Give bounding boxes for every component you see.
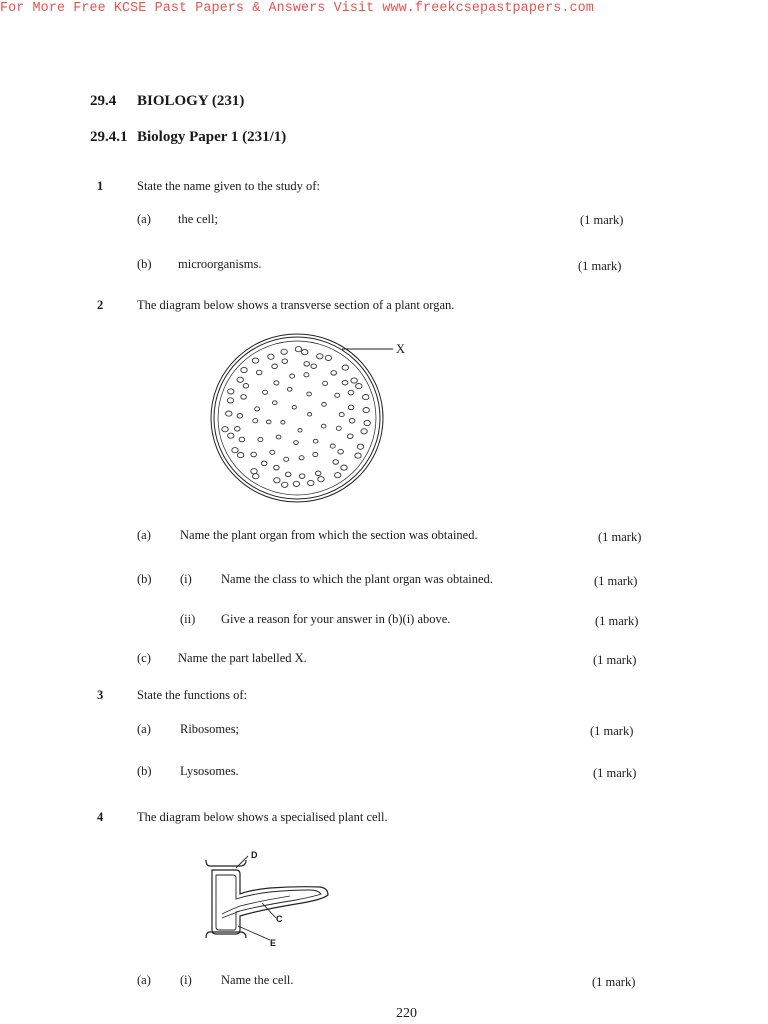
question-3a-marks: (1 mark) [590,724,634,738]
question-2c-text: Name the part labelled X. [178,651,307,665]
vascular-bundle [255,407,260,411]
epidermis-outer-line [211,334,383,502]
vascular-bundle [274,478,280,483]
vascular-bundle [333,460,339,465]
vascular-bundle [338,449,344,454]
question-3a-label: (a) [137,722,151,736]
diagram-label-x: X [396,342,406,356]
question-2b-i-text: Name the class to which the plant organ was obtained. [221,572,493,586]
question-2b-i-label: (i) [180,572,192,586]
vascular-bundle [272,364,278,369]
question-4a-i-label: (i) [180,973,192,987]
vascular-bundle [252,358,258,363]
question-1-number: 1 [97,179,104,193]
vascular-bundle [299,456,304,460]
source-banner: For More Free KCSE Past Papers & Answers Visit www.freekcsepastpapers.com [0,1,594,16]
question-4a-label: (a) [137,973,151,987]
vascular-bundle [282,482,288,487]
question-3-number: 3 [97,688,104,702]
question-4-number: 4 [97,810,104,824]
vascular-bundle [227,398,233,403]
question-2a-text: Name the plant organ from which the section was obtained. [180,528,478,542]
vascular-bundle [299,474,305,479]
specialised-plant-cell-diagram [200,848,340,948]
vascular-bundle [347,434,353,439]
vascular-bundle [322,403,327,407]
question-2b-ii-label: (ii) [180,612,196,626]
vascular-bundle [281,349,287,354]
vascular-bundle [348,390,354,395]
vascular-bundle [268,354,274,359]
vascular-bundle [290,374,295,378]
vascular-bundle [258,437,263,441]
vascular-bundle [270,450,275,454]
cell-wall-outline [212,870,328,934]
question-2a-label: (a) [137,528,151,542]
vascular-bundle [237,377,243,382]
vascular-bundle [251,452,257,457]
vascular-bundle [335,473,341,478]
vascular-bundle [276,435,281,439]
vascular-bundle [222,427,228,432]
vascular-bundle [311,364,317,369]
vascular-bundle [239,437,245,442]
vascular-bundle [228,433,234,438]
vascular-bundle [281,421,285,425]
vascular-bundle [294,441,299,445]
question-3b-text: Lysosomes. [180,764,239,778]
vascular-bundle [237,414,243,419]
vascular-bundle [232,448,238,453]
question-1a-label: (a) [137,212,151,226]
question-2-number: 2 [97,298,104,312]
vascular-bundle [293,481,299,486]
vascular-bundle [341,465,347,470]
vascular-bundle [241,367,247,372]
cell-label-e: E [270,938,277,948]
question-3-text: State the functions of: [137,688,248,702]
vascular-bundle [349,418,355,423]
vascular-bundle [304,373,309,377]
question-2b-i-marks: (1 mark) [594,574,638,588]
vascular-bundle [292,405,296,409]
vascular-bundle [308,480,314,485]
vascular-bundle [298,429,302,433]
vascular-bundle [282,359,288,364]
section-number: 29.4 [90,93,117,109]
question-2b-ii-marks: (1 mark) [595,614,639,628]
cell-label-c: C [276,914,283,924]
vascular-bundle [323,381,328,385]
vascular-bundle [228,389,234,394]
vascular-bundle [351,378,357,383]
vascular-bundle [266,420,271,424]
vascular-bundle [363,408,369,413]
vascular-bundle [307,392,312,396]
vascular-bundle [304,362,310,367]
vascular-bundle [308,413,312,417]
vascular-bundle [342,365,348,370]
vascular-bundle [274,465,280,470]
section-title: BIOLOGY (231) [137,93,245,109]
vascular-bundle [295,347,301,352]
vascular-bundle [226,411,232,416]
vascular-bundle [287,387,292,391]
vascular-bundle [336,426,341,430]
vascular-bundle [325,355,331,360]
vascular-bundle [355,453,361,458]
vascular-bundle [273,401,278,405]
vascular-bundle [235,427,241,432]
vascular-bundle [357,444,363,449]
vascular-bundle [317,354,323,359]
question-2a-marks: (1 mark) [598,530,642,544]
vascular-bundle [318,477,324,482]
vascular-bundle [285,472,291,477]
vascular-bundle [251,469,257,474]
question-1b-marks: (1 mark) [578,259,622,273]
question-1-text: State the name given to the study of: [137,179,320,193]
vascular-bundle [313,439,318,443]
vascular-bundle [241,395,247,400]
cell-label-d: D [251,850,258,860]
vascular-bundle [253,474,259,479]
question-1a-marks: (1 mark) [580,213,624,227]
vascular-bundle [284,457,289,461]
question-4a-i-text: Name the cell. [221,973,294,987]
question-2b-label: (b) [137,572,152,586]
question-2-text: The diagram below shows a transverse section of a plant organ. [137,298,455,312]
question-2b-ii-text: Give a reason for your answer in (b)(i) above. [221,612,451,626]
vascular-bundle [253,419,258,423]
vascular-bundle [356,384,362,389]
question-2c-label: (c) [137,651,151,665]
vascular-bundle [321,424,326,428]
question-4a-i-marks: (1 mark) [592,975,636,989]
question-3b-label: (b) [137,764,152,778]
vascular-bundle [335,393,340,397]
question-3a-text: Ribosomes; [180,722,240,736]
vascular-bundle [261,461,267,466]
vascular-bundle [339,413,344,417]
question-4-text: The diagram below shows a specialised plant cell. [137,810,388,824]
question-1b-label: (b) [137,257,152,271]
vascular-bundle [363,395,369,400]
vascular-bundle [302,350,308,355]
question-1b-text: microorganisms. [178,257,262,271]
vascular-bundle [313,452,318,456]
vascular-bundle [331,371,337,376]
vascular-bundle [237,453,243,458]
plant-organ-section-diagram [205,332,390,510]
question-1a-text: the cell; [178,212,218,226]
page-number: 220 [396,1006,417,1021]
vascular-bundle [263,390,268,394]
vascular-bundle [243,384,249,389]
vascular-bundle [342,380,348,385]
vascular-bundle [348,405,354,410]
vascular-bundle [315,471,321,476]
vascular-bundle [364,420,370,425]
question-2c-marks: (1 mark) [593,653,637,667]
vascular-bundle [361,429,367,434]
subsection-number: 29.4.1 [90,129,128,145]
vascular-bundle [330,444,335,448]
vascular-bundle [274,381,279,385]
subsection-title: Biology Paper 1 (231/1) [137,129,287,145]
vascular-bundle [256,370,262,375]
question-3b-marks: (1 mark) [593,766,637,780]
vascular-bundles [222,347,371,488]
